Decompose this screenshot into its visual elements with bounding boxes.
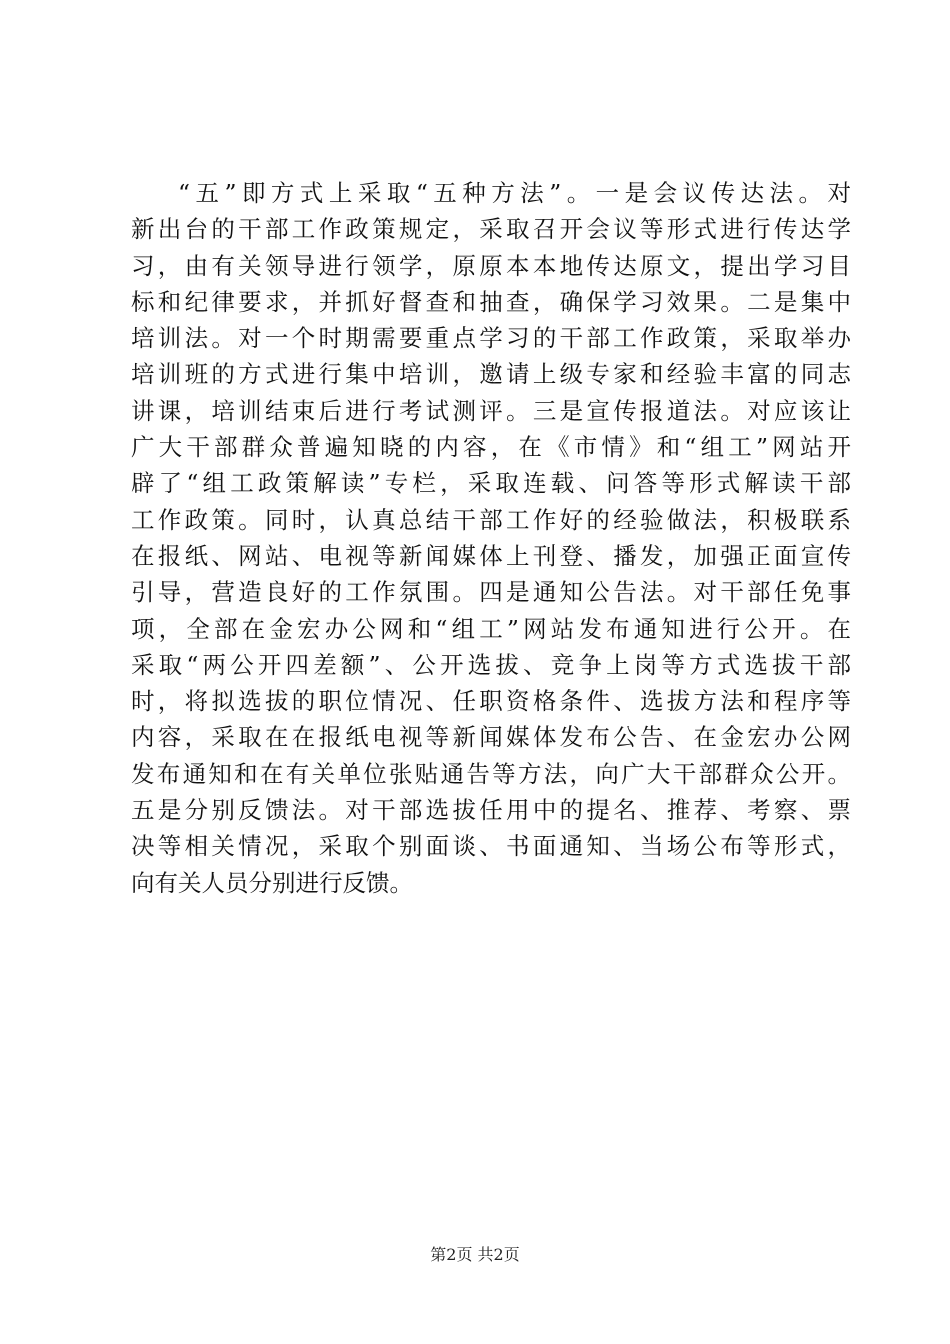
paragraph-line: 时，将拟选拔的职位情况、任职资格条件、选拔方法和程序等 — [131, 687, 851, 716]
paragraph-line: 工作政策。同时，认真总结干部工作好的经验做法，积极联系 — [131, 505, 851, 534]
paragraph-line: 培训法。对一个时期需要重点学习的干部工作政策，采取举办 — [131, 324, 851, 353]
paragraph-line: 五是分别反馈法。对干部选拔任用中的提名、推荐、考察、票 — [131, 796, 851, 825]
paragraph-line: 辟了“组工政策解读”专栏，采取连载、问答等形式解读干部 — [131, 469, 851, 498]
paragraph-line: 引导，营造良好的工作氛围。四是通知公告法。对干部任免事 — [131, 578, 851, 607]
paragraph-line: 标和纪律要求，并抓好督查和抽查，确保学习效果。二是集中 — [131, 287, 851, 316]
paragraph-line: 新出台的干部工作政策规定，采取召开会议等形式进行传达学 — [131, 215, 851, 244]
paragraph-line: 在报纸、网站、电视等新闻媒体上刊登、播发，加强正面宣传 — [131, 541, 851, 570]
paragraph-line: 项，全部在金宏办公网和“组工”网站发布通知进行公开。在 — [131, 614, 851, 643]
paragraph-line: 习，由有关领导进行领学，原原本本地传达原文，提出学习目 — [131, 251, 851, 280]
paragraph-line: 培训班的方式进行集中培训，邀请上级专家和经验丰富的同志 — [131, 360, 851, 389]
paragraph-line: 广大干部群众普遍知晓的内容，在《市情》和“组工”网站开 — [131, 433, 851, 462]
paragraph-line: 决等相关情况，采取个别面谈、书面通知、当场公布等形式， — [131, 832, 851, 861]
paragraph-line: 向有关人员分别进行反馈。 — [131, 868, 413, 897]
paragraph-line: “五”即方式上采取“五种方法”。一是会议传达法。对 — [178, 179, 851, 207]
body-paragraph — [131, 175, 851, 901]
paragraph-line: 发布通知和在有关单位张贴通告等方法，向广大干部群众公开。 — [131, 759, 851, 788]
paragraph-line: 采取“两公开四差额”、公开选拔、竞争上岗等方式选拔干部 — [131, 650, 851, 679]
paragraph-line: 内容，采取在在报纸电视等新闻媒体发布公告、在金宏办公网 — [131, 723, 851, 752]
paragraph-line: 讲课，培训结束后进行考试测评。三是宣传报道法。对应该让 — [131, 396, 851, 425]
page-number-footer: 第2页 共2页 — [430, 1245, 520, 1264]
